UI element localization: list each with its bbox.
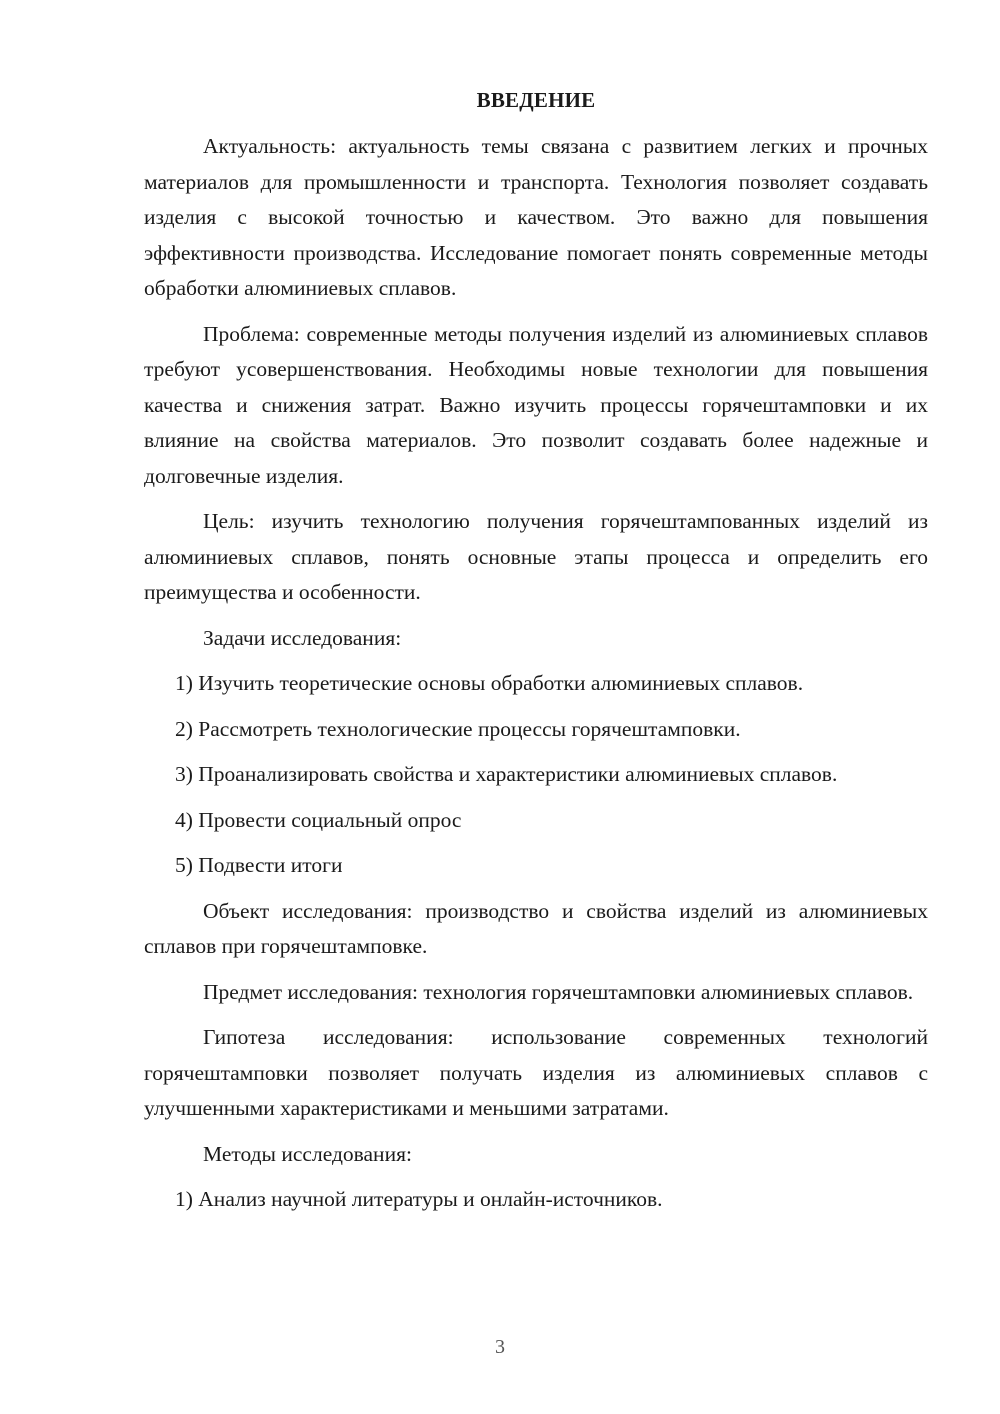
page-number: 3 [495,1336,505,1358]
document-page [144,88,928,1228]
goal-paragraph: Цель: изучить технологию получения горячештампованных изделий из алюминиевых сплавов, понять основные этапы процесса и определить его преимущества и особенности. [144,509,928,604]
method-item-1: 1) Анализ научной литературы и онлайн-источников. [175,1187,663,1211]
section-title: ВВЕДЕНИЕ [476,88,596,112]
task-item-4: 4) Провести социальный опрос [175,807,462,832]
object-paragraph: Объект исследования: производство и свойства изделий из алюминиевых сплавов при горячештамповке. [144,898,928,958]
subject-paragraph: Предмет исследования: технология горячештамповки алюминиевых сплавов. [203,979,914,1004]
tasks-heading: Задачи исследования: [203,625,402,650]
hypothesis-paragraph: Гипотеза исследования: использование современных технологий горячештамповки позволяет получать изделия из алюминиевых сплавов с улучшенными характеристиками и меньшими затратами. [144,1025,928,1120]
task-item-5: 5) Подвести итоги [175,853,343,877]
task-item-2: 2) Рассмотреть технологические процессы горячештамповки. [175,716,741,741]
relevance-paragraph: Актуальность: актуальность темы связана с развитием легких и прочных материалов для промышленности и транспорта. Технология позволяет создавать изделия с высокой точностью и качеством. Это важно для повышения эффективности производства. Исследование помогает понять современные методы обработки алюминиевых сплавов. [144,134,928,300]
task-item-3: 3) Проанализировать свойства и характеристики алюминиевых сплавов. [175,762,838,786]
task-item-1: 1) Изучить теоретические основы обработки алюминиевых сплавов. [175,671,804,695]
methods-heading: Методы исследования: [203,1141,412,1166]
problem-paragraph: Проблема: современные методы получения изделий из алюминиевых сплавов требуют усовершенствования. Необходимы новые технологии для повышения качества и снижения затрат. Важно изучить процессы горячештамповки и их влияние на свойства материалов. Это позволит создавать более надежные и долговечные изделия. [144,321,928,488]
